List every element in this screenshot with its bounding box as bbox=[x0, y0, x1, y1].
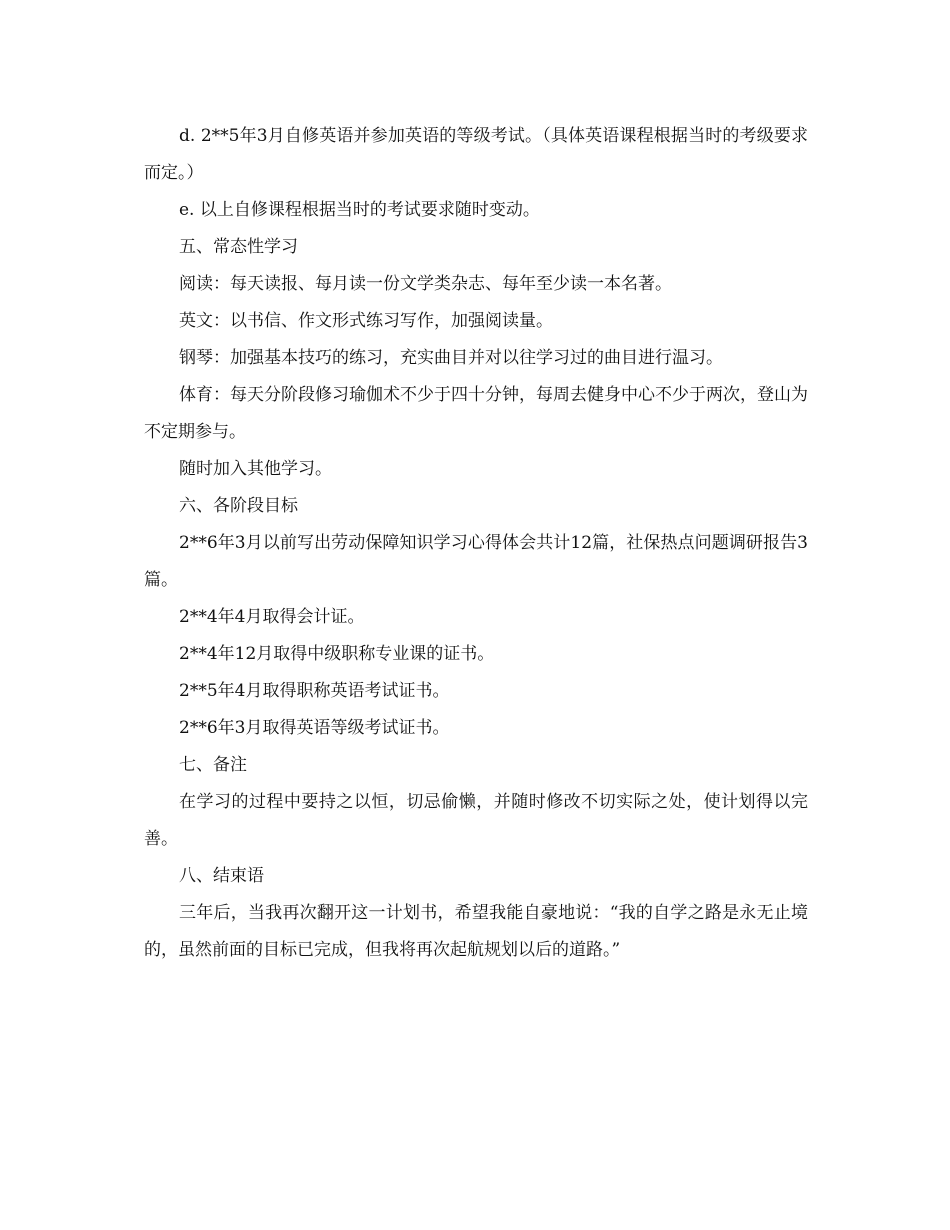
paragraph-conclusion: 三年后，当我再次翻开这一计划书，希望我能自豪地说：“我的自学之路是永无止境的，虽然前面的目标已完成，但我将再次起航规划以后的道路。” bbox=[144, 903, 808, 960]
section-heading-regular-study: 五、常态性学习 bbox=[179, 237, 298, 257]
paragraph-piano: 钢琴：加强基本技巧的练习，充实曲目并对以往学习过的曲目进行温习。 bbox=[179, 348, 723, 368]
section-heading-notes: 七、备注 bbox=[179, 755, 247, 775]
paragraph-goal-title-english: 2**5年4月取得职称英语考试证书。 bbox=[179, 681, 450, 701]
paragraph-goal-english-level: 2**6年3月取得英语等级考试证书。 bbox=[179, 718, 450, 738]
paragraph-english-exam: d. 2**5年3月自修英语并参加英语的等级考试。（具体英语课程根据当时的考级要求而定。） bbox=[144, 126, 808, 183]
paragraph-goal-accounting: 2**4年4月取得会计证。 bbox=[179, 607, 365, 627]
section-heading-conclusion: 八、结束语 bbox=[179, 866, 264, 886]
section-heading-stage-goals: 六、各阶段目标 bbox=[179, 496, 298, 516]
paragraph-goal-title-certificate: 2**4年12月取得中级职称专业课的证书。 bbox=[179, 644, 495, 664]
paragraph-reading: 阅读：每天读报、每月读一份文学类杂志、每年至少读一本名著。 bbox=[179, 274, 672, 294]
paragraph-notes: 在学习的过程中要持之以恒，切忌偷懒，并随时修改不切实际之处，使计划得以完善。 bbox=[144, 792, 808, 849]
document-body bbox=[144, 118, 808, 969]
paragraph-other-study: 随时加入其他学习。 bbox=[179, 459, 332, 479]
paragraph-goal-reports: 2**6年3月以前写出劳动保障知识学习心得体会共计12篇，社保热点问题调研报告3篇。 bbox=[144, 533, 808, 590]
paragraph-course-changes: e. 以上自修课程根据当时的考试要求随时变动。 bbox=[179, 200, 540, 220]
paragraph-sports: 体育：每天分阶段修习瑜伽术不少于四十分钟，每周去健身中心不少于两次，登山为不定期参与。 bbox=[144, 385, 808, 442]
paragraph-english: 英文：以书信、作文形式练习写作，加强阅读量。 bbox=[179, 311, 553, 331]
